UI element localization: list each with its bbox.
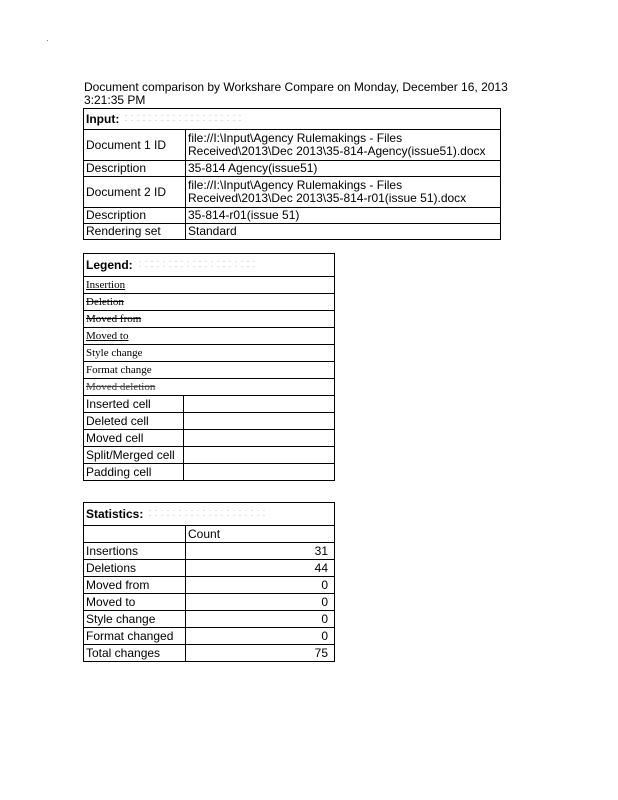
- statistics-row: [84, 628, 335, 645]
- legend-format-change-cell: [84, 362, 335, 379]
- statistics-label: Deletions: [84, 560, 186, 577]
- statistics-value: 31: [186, 543, 335, 560]
- statistics-row: [84, 577, 335, 594]
- statistics-header-row: [84, 503, 335, 526]
- statistics-value: 44: [186, 560, 335, 577]
- legend-row: [84, 277, 335, 294]
- legend-cell-row: [84, 430, 335, 447]
- statistics-value: 0: [186, 577, 335, 594]
- legend-insertion-cell: [84, 277, 335, 294]
- input-label: Document 2 ID: [84, 177, 186, 208]
- statistics-value: 0: [186, 628, 335, 645]
- legend-deletion-cell: [84, 294, 335, 311]
- input-label: Description: [84, 161, 186, 177]
- legend-style-change-cell: [84, 345, 335, 362]
- scan-noise: [123, 113, 243, 125]
- scan-noise: [147, 508, 267, 520]
- input-row: [84, 224, 501, 240]
- statistics-count-header: Count: [186, 526, 335, 543]
- legend-cell-row: [84, 447, 335, 464]
- legend-cell-label: Inserted cell: [84, 396, 184, 413]
- legend-moved-to: Moved to: [86, 329, 129, 342]
- legend-cell-row: [84, 396, 335, 413]
- input-label: Rendering set: [84, 224, 186, 240]
- statistics-label: Format changed: [84, 628, 186, 645]
- statistics-count-row: [84, 526, 335, 543]
- statistics-label: Total changes: [84, 645, 186, 662]
- statistics-label: Moved to: [84, 594, 186, 611]
- legend-row: [84, 362, 335, 379]
- input-row: [84, 208, 501, 224]
- input-value: Standard: [186, 224, 501, 240]
- legend-moved-deletion-cell: [84, 379, 335, 396]
- statistics-label: Moved from: [84, 577, 186, 594]
- legend-cell-label: Deleted cell: [84, 413, 184, 430]
- input-header: Input:: [86, 111, 120, 126]
- legend-row: [84, 345, 335, 362]
- input-label: Document 1 ID: [84, 130, 186, 161]
- statistics-value: 0: [186, 611, 335, 628]
- input-row: [84, 130, 501, 161]
- input-value: file://I:\Input\Agency Rulemakings - Files Received\2013\Dec 2013\35-814-r01(issue 51).docx: [186, 177, 501, 208]
- legend-insertion: Insertion: [86, 278, 126, 291]
- legend-header-cell: [84, 254, 335, 277]
- legend-cell-swatch: [184, 430, 335, 447]
- legend-row: [84, 294, 335, 311]
- legend-moved-to-cell: [84, 328, 335, 345]
- legend-table: [83, 253, 335, 481]
- legend-cell-swatch: [184, 447, 335, 464]
- statistics-table: [83, 502, 335, 662]
- statistics-row: [84, 645, 335, 662]
- statistics-header: Statistics:: [86, 506, 144, 521]
- statistics-value: 75: [186, 645, 335, 662]
- legend-row: [84, 311, 335, 328]
- input-value: 35-814-r01(issue 51): [186, 208, 501, 224]
- legend-format-change: Format change: [86, 363, 152, 376]
- legend-cell-label: Padding cell: [84, 464, 184, 481]
- input-row: [84, 177, 501, 208]
- input-value: file://I:\Input\Agency Rulemakings - Files Received\2013\Dec 2013\35-814-Agency(issue51).docx: [186, 130, 501, 161]
- legend-cell-row: [84, 413, 335, 430]
- scan-speck: [47, 40, 48, 41]
- statistics-value: 0: [186, 594, 335, 611]
- legend-moved-from: Moved from: [86, 312, 142, 325]
- input-row: [84, 161, 501, 177]
- legend-moved-from-cell: [84, 311, 335, 328]
- statistics-row: [84, 543, 335, 560]
- statistics-header-cell: [84, 503, 335, 526]
- legend-cell-row: [84, 464, 335, 481]
- legend-style-change: Style change: [86, 346, 143, 359]
- legend-header-row: [84, 254, 335, 277]
- statistics-row: [84, 594, 335, 611]
- legend-row: [84, 379, 335, 396]
- page-title: Document comparison by Workshare Compare on Monday, December 16, 2013 3:21:35 PM: [84, 80, 508, 107]
- legend-cell-swatch: [184, 396, 335, 413]
- input-header-cell: [84, 109, 501, 130]
- statistics-label: Insertions: [84, 543, 186, 560]
- legend-cell-swatch: [184, 413, 335, 430]
- statistics-row: [84, 611, 335, 628]
- legend-header: Legend:: [86, 257, 133, 272]
- input-table: [83, 108, 501, 240]
- legend-moved-deletion: Moved deletion: [86, 380, 156, 393]
- statistics-label: Style change: [84, 611, 186, 628]
- input-label: Description: [84, 208, 186, 224]
- scan-noise: [137, 259, 257, 271]
- legend-cell-swatch: [184, 464, 335, 481]
- legend-cell-label: Moved cell: [84, 430, 184, 447]
- input-header-row: [84, 109, 501, 130]
- statistics-corner: [84, 526, 186, 543]
- legend-deletion: Deletion: [86, 295, 124, 308]
- legend-cell-label: Split/Merged cell: [84, 447, 184, 464]
- statistics-row: [84, 560, 335, 577]
- input-value: 35-814 Agency(issue51): [186, 161, 501, 177]
- legend-row: [84, 328, 335, 345]
